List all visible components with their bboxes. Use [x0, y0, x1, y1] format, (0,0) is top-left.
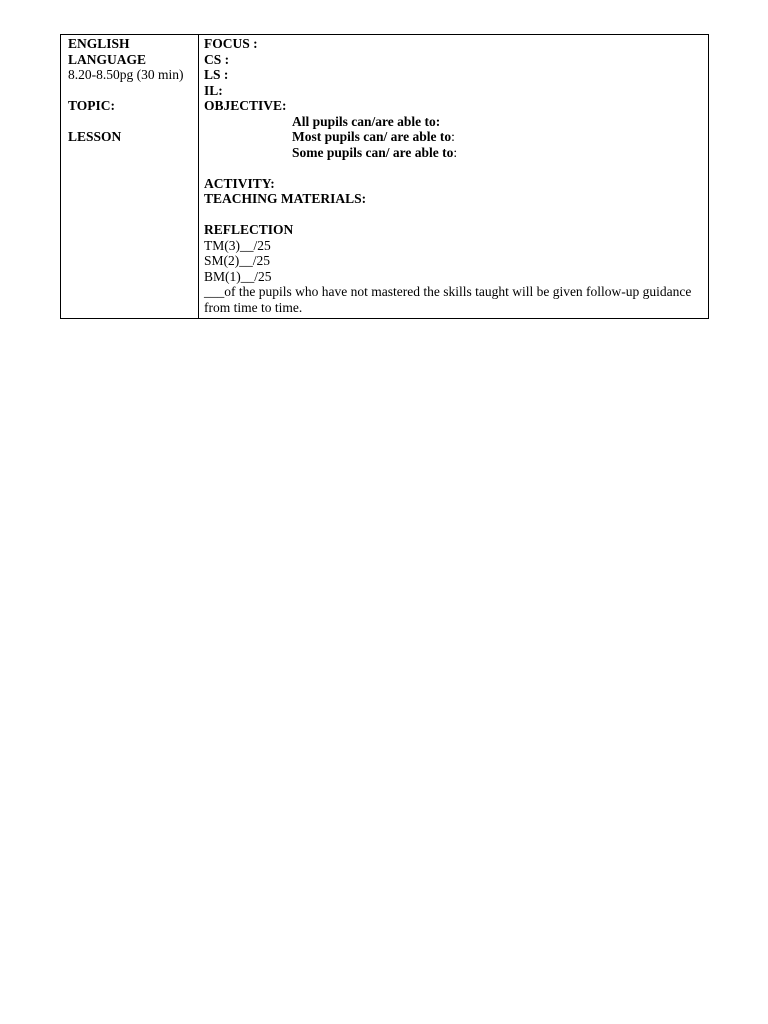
- subject-line-1: ENGLISH: [68, 36, 130, 51]
- objective-some-text: Some pupils can/ are able to: [292, 144, 454, 160]
- subject-line-2: LANGUAGE: [68, 51, 147, 67]
- followup-note: ___of the pupils who have not mastered the skills taught will be given follow-up guidance from time to time.: [204, 284, 692, 315]
- cs-label: CS :: [204, 51, 230, 67]
- reflection-sm: SM(2)__/25: [204, 253, 271, 268]
- topic-label: TOPIC:: [68, 98, 116, 113]
- subject-column: [61, 35, 199, 318]
- details-column: [199, 35, 708, 318]
- objective-some-colon: :: [453, 144, 458, 160]
- objective-most-colon: :: [451, 129, 455, 144]
- objective-some: [204, 145, 708, 161]
- reflection-bm: BM(1)__/25: [204, 268, 272, 284]
- ls-label: LS :: [204, 67, 229, 82]
- lesson-label: LESSON: [68, 129, 122, 144]
- focus-label: FOCUS :: [204, 36, 258, 51]
- reflection-tm: TM(3)__/25: [204, 237, 271, 253]
- lesson-time: 8.20-8.50pg (30 min): [68, 67, 184, 82]
- teaching-materials-label: TEACHING MATERIALS:: [204, 191, 367, 206]
- objective-most-text: Most pupils can/ are able to: [292, 129, 452, 144]
- il-label: IL:: [204, 82, 223, 98]
- objective-all: All pupils can/are able to:: [292, 113, 441, 129]
- objective-label: OBJECTIVE:: [204, 98, 287, 113]
- activity-label: ACTIVITY:: [204, 175, 275, 191]
- reflection-label: REFLECTION: [204, 222, 294, 237]
- objective-most: [204, 129, 708, 145]
- lesson-plan-table: [60, 34, 709, 319]
